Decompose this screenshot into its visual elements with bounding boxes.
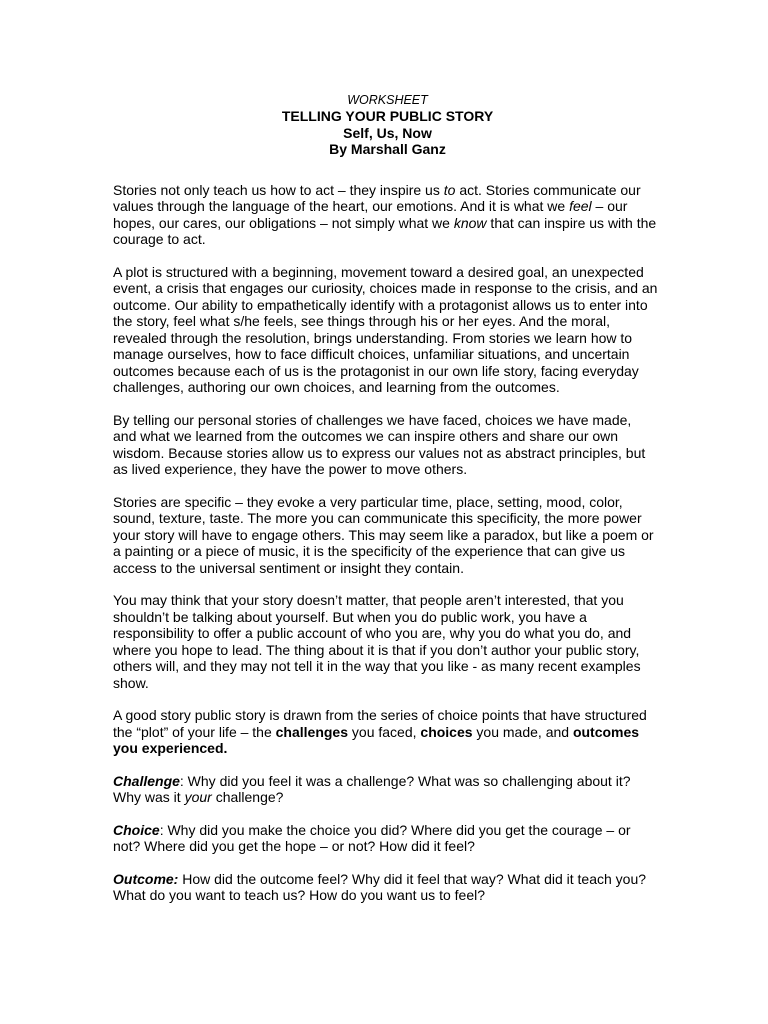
- text-run: A plot is structured with a beginning, movement toward a desired goal, an unexpected event, a crisis that engages our curiosity, choices made in response to the crisis, and an outcome. Our ability to empathetically identify with a protagonist allows us to enter into the story, feel what s/he feels, see things through his or her eyes. And the moral, revealed through the resolution, brings understanding. From stories we learn how to manage ourselves, how to face difficult choices, unfamiliar situations, and uncertain outcomes because each of us is the protagonist in our own life story, facing everyday challenges, authoring our own choices, and learning from the outcomes.: [113, 263, 658, 395]
- text-run: to: [443, 181, 456, 198]
- text-run: Challenge: [113, 772, 180, 789]
- text-run: challenges: [275, 723, 349, 740]
- text-run: know: [453, 214, 487, 231]
- text-run: – our hopes, our cares, our obligations – not simply what we: [113, 198, 628, 231]
- paragraph-choice-points: [113, 707, 658, 757]
- text-run: You may think that your story doesn’t matter, that people aren’t interested, that you shouldn’t be talking about yourself. But when you do public work, you have a responsibility to offer a public account of who you are, why you do what you do, and where you hope to lead. The thing about it is that if you don’t author your public story, others will, and they may not tell it in the way that you like - as many recent examples show.: [113, 592, 641, 691]
- paragraph-plot: [113, 264, 658, 396]
- paragraph-matter: [113, 592, 658, 691]
- paragraph-challenge: [113, 773, 658, 806]
- paragraph-choice: [113, 822, 658, 855]
- text-run: A good story public story is drawn from the series of choice points that have structured the “plot” of your life – the: [113, 707, 647, 740]
- document-subtitle: Self, Us, Now: [343, 124, 432, 141]
- text-run: your: [184, 789, 212, 805]
- text-run: feel: [569, 198, 592, 214]
- paragraph-intro: [113, 182, 658, 248]
- paragraph-specific: [113, 494, 658, 577]
- document-header: [117, 92, 658, 158]
- text-run: Stories are specific – they evoke a very particular time, place, setting, mood, color, sound, texture, taste. The more you can communicate this specificity, the more power your story will have to engage others. This may seem like a paradox, but like a poem or a painting or a piece of music, it is the specificity of the experience that can give us access to the universal sentiment or insight they contain.: [113, 493, 654, 576]
- paragraph-outcome: [113, 871, 658, 904]
- text-run: Outcome:: [113, 870, 179, 887]
- text-run: challenge?: [211, 789, 284, 805]
- text-run: : Why did you make the choice you did? Where did you get the courage – or not? Where did you get the hope – or not? How did it feel?: [113, 821, 631, 854]
- text-run: you made, and: [472, 723, 573, 740]
- document-author: By Marshall Ganz: [329, 141, 446, 157]
- document-body: [113, 182, 658, 904]
- text-run: you faced,: [348, 723, 421, 740]
- paragraph-telling: [113, 412, 658, 478]
- text-run: choices: [420, 723, 473, 740]
- document-title: TELLING YOUR PUBLIC STORY: [281, 108, 494, 124]
- text-run: Choice: [113, 821, 160, 838]
- worksheet-label: WORKSHEET: [347, 93, 428, 107]
- text-run: : Why did you feel it was a challenge? What was so challenging about it? Why was it: [113, 772, 631, 805]
- text-run: Stories not only teach us how to act – they inspire us: [113, 181, 444, 198]
- text-run: that can inspire us with the courage to act.: [113, 214, 657, 247]
- text-run: act. Stories communicate our values through the language of the heart, our emotions. And it is what we: [113, 181, 641, 214]
- text-run: How did the outcome feel? Why did it feel that way? What did it teach you? What do you want to teach us? How do you want us to feel?: [113, 870, 647, 903]
- text-run: outcomes you experienced.: [113, 723, 640, 756]
- text-run: By telling our personal stories of challenges we have faced, choices we have made, and what we learned from the outcomes we can inspire others and share our own wisdom. Because stories allow us to express our values not as abstract principles, but as lived experience, they have the power to move others.: [113, 411, 646, 477]
